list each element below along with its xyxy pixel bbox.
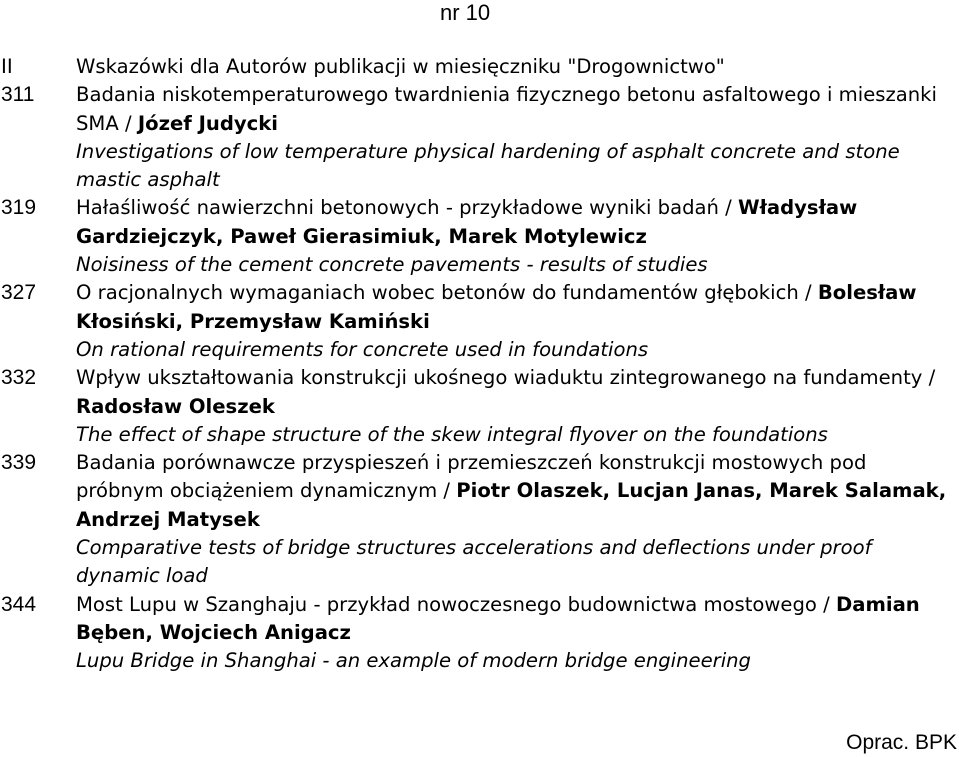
- title-english: Lupu Bridge in Shanghai - an example of modern bridge engineering: [76, 649, 751, 673]
- entry-text: [76, 591, 956, 676]
- entry-text: [76, 449, 956, 590]
- title-polish: Badania porównawcze przyspieszeń i przemieszczeń konstrukcji mostowych pod próbnym obciążeniem dynamicznym /: [76, 451, 867, 503]
- compiled-by-credit: Oprac. BPK: [846, 731, 957, 754]
- entry-text: [76, 279, 956, 364]
- page-number: 327: [1, 281, 37, 305]
- title-english: Noisiness of the cement concrete pavements - results of studies: [76, 253, 708, 277]
- entry-title: [76, 194, 956, 251]
- table-of-contents: [0, 53, 959, 676]
- toc-entry: [0, 449, 959, 590]
- entry-title: [76, 279, 956, 336]
- title-polish: Wpływ ukształtowania konstrukcji ukośnego wiaduktu zintegrowanego na fundamenty /: [76, 366, 936, 390]
- page-number: 344: [1, 592, 37, 616]
- title-polish: Most Lupu w Szanghaju - przykład nowoczesnego budownictwa mostowego /: [76, 592, 836, 616]
- toc-entry: [0, 364, 959, 449]
- title-english: Comparative tests of bridge structures accelerations and deflections under proof dynamic load: [76, 536, 872, 588]
- authors: Józef Judycki: [137, 111, 279, 135]
- toc-entry: [0, 53, 959, 81]
- authors: Piotr Olaszek, Lucjan Janas, Marek Salamak, Andrzej Matysek: [76, 479, 947, 531]
- entry-title: [76, 449, 956, 534]
- entry-title: [76, 591, 956, 648]
- title-polish: Badania niskotemperaturowego twardnienia fizycznego betonu asfaltowego i mieszanki SMA /: [76, 83, 937, 135]
- title-polish: Hałaśliwość nawierzchni betonowych - przykładowe wyniki badań /: [76, 196, 739, 220]
- toc-entry: [0, 279, 959, 364]
- authors: Damian Bęben, Wojciech Anigacz: [76, 592, 920, 644]
- title-english: On rational requirements for concrete used in foundations: [76, 337, 649, 361]
- title-polish: Wskazówki dla Autorów publikacji w miesięczniku "Drogownictwo": [76, 55, 725, 78]
- entry-text: [76, 81, 956, 194]
- entry-title: [76, 53, 956, 81]
- page-number: 339: [1, 451, 37, 475]
- entry-text: [76, 364, 956, 449]
- entry-title: [76, 81, 956, 138]
- toc-entry: [0, 81, 959, 194]
- entry-title: [76, 364, 956, 421]
- entry-text: [76, 53, 956, 81]
- page-number: 319: [1, 196, 37, 220]
- title-english: The effect of shape structure of the skew integral flyover on the foundations: [76, 422, 828, 446]
- page-number: 311: [1, 83, 35, 107]
- toc-entry: [0, 194, 959, 279]
- title-polish: O racjonalnych wymaganiach wobec betonów do fundamentów głębokich /: [76, 281, 818, 305]
- authors: Bolesław Kłosiński, Przemysław Kamiński: [76, 281, 917, 333]
- page-number: II: [1, 55, 13, 78]
- entry-text: [76, 194, 956, 279]
- title-english: Investigations of low temperature physical hardening of asphalt concrete and stone mastic asphalt: [76, 139, 900, 192]
- issue-number: nr 10: [440, 0, 491, 25]
- page-number: 332: [1, 366, 37, 390]
- authors: Władysław Gardziejczyk, Paweł Gierasimiuk, Marek Motylewicz: [76, 196, 858, 248]
- authors: Radosław Oleszek: [76, 394, 275, 418]
- toc-entry: [0, 591, 959, 676]
